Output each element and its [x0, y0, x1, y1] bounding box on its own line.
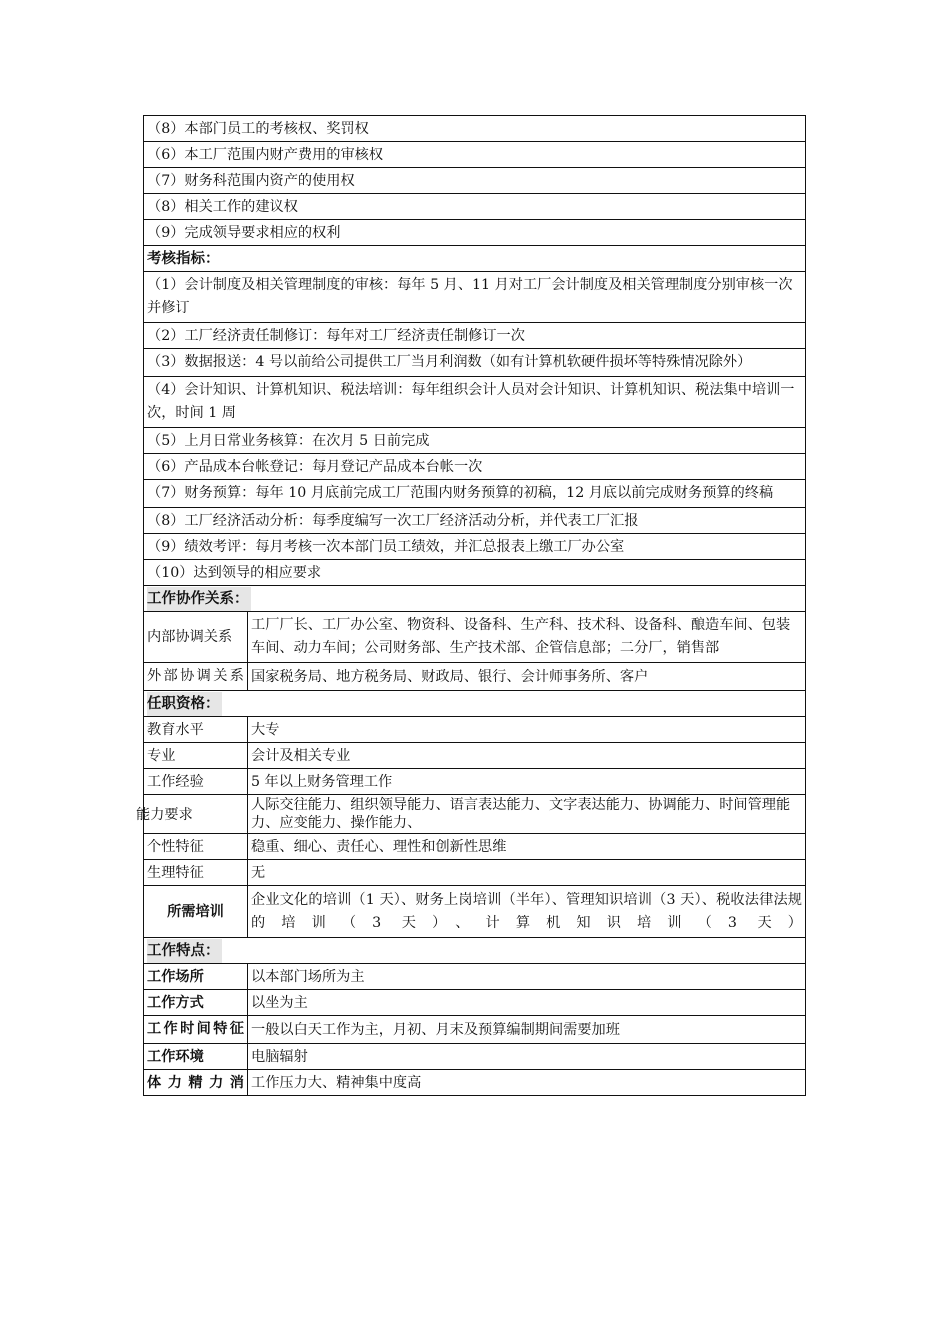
- qualification-label: 能力要求: [136, 795, 248, 833]
- kpi-item: （7）财务预算：每年 10 月底前完成工厂范围内财务预算的初稿，12 月底以前完成财务预算的终稿: [147, 485, 774, 501]
- kpi-item: （6）产品成本台帐登记：每月登记产品成本台帐一次: [147, 459, 483, 475]
- kpi-item: （1）会计制度及相关管理制度的审核：每年 5 月、11 月对工厂会计制度及相关管理制度分别审核一次并修订: [147, 277, 793, 316]
- kpi-row: [143, 533, 806, 559]
- kpi-item: （5）上月日常业务核算：在次月 5 日前完成: [147, 433, 430, 449]
- feature-row: [143, 1043, 806, 1069]
- qualification-label: 个性特征: [144, 834, 248, 859]
- feature-value: 以本部门场所为主: [251, 969, 365, 985]
- feature-label: 工作方式: [144, 990, 248, 1015]
- kpi-row: [143, 453, 806, 479]
- qualification-value: 人际交往能力、组织领导能力、语言表达能力、文字表达能力、协调能力、时间管理能力、应变能力、操作能力、: [251, 797, 791, 831]
- kpi-row: [143, 427, 806, 453]
- external-coordination-value: 国家税务局、地方税务局、财政局、银行、会计师事务所、客户: [251, 669, 649, 685]
- qualification-value: 会计及相关专业: [251, 748, 351, 764]
- qualification-heading-row: [143, 690, 806, 716]
- qualification-label: 生理特征: [144, 860, 248, 885]
- qualification-row: [143, 742, 806, 768]
- feature-row: [143, 1069, 806, 1096]
- qualification-label: 教育水平: [144, 717, 248, 742]
- training-label: 所需培训: [144, 886, 248, 937]
- qualification-value: 5 年以上财务管理工作: [251, 774, 393, 790]
- feature-value: 一般以白天工作为主，月初、月末及预算编制期间需要加班: [251, 1022, 620, 1038]
- kpi-row: [143, 479, 806, 507]
- rights-item: （9）完成领导要求相应的权利: [147, 225, 341, 241]
- rights-item: （6）本工厂范围内财产费用的审核权: [147, 147, 384, 163]
- rights-row: [143, 193, 806, 219]
- feature-label: 工作时间特征: [144, 1016, 248, 1043]
- feature-label: 体力精力消: [144, 1070, 248, 1095]
- feature-row: [143, 989, 806, 1015]
- kpi-heading-row: [143, 245, 806, 271]
- rights-item: （7）财务科范围内资产的使用权: [147, 173, 355, 189]
- kpi-heading: 考核指标：: [147, 251, 220, 267]
- rights-row: [143, 115, 806, 141]
- feature-label: 工作场所: [144, 964, 248, 989]
- kpi-item: （10）达到领导的相应要求: [147, 565, 322, 581]
- qualification-row: [136, 794, 806, 833]
- rights-item: （8）本部门员工的考核权、奖罚权: [147, 121, 369, 137]
- training-value: 企业文化的培训（1 天）、财务上岗培训（半年）、管理知识培训（3 天）、税收法律法规的培训（3 天）、计算机知识培训（3 天）: [251, 892, 802, 931]
- rights-row: [143, 219, 806, 245]
- qualification-row: [143, 833, 806, 859]
- kpi-row: [143, 348, 806, 376]
- kpi-row: [143, 559, 806, 585]
- external-coordination-row: [143, 662, 806, 690]
- kpi-row: [143, 376, 806, 427]
- kpi-row: [143, 322, 806, 348]
- rights-item: （8）相关工作的建议权: [147, 199, 298, 215]
- feature-value: 以坐为主: [251, 995, 308, 1011]
- feature-value: 工作压力大、精神集中度高: [251, 1075, 422, 1091]
- qualification-value: 无: [251, 865, 266, 881]
- external-coordination-label: 外部协调关系: [144, 663, 248, 690]
- kpi-item: （4）会计知识、计算机知识、税法培训：每年组织会计人员对会计知识、计算机知识、税法集中培训一次，时间 1 周: [147, 382, 795, 421]
- kpi-row: [143, 271, 806, 322]
- feature-label: 工作环境: [144, 1044, 248, 1069]
- qualification-row: [143, 859, 806, 885]
- cooperation-heading: 工作协作关系：: [147, 587, 251, 611]
- features-heading: 工作特点：: [147, 939, 222, 963]
- internal-coordination-row: [143, 611, 806, 662]
- job-description-table: [136, 115, 806, 1096]
- kpi-item: （3）数据报送：4 号以前给公司提供工厂当月利润数（如有计算机软硬件损坏等特殊情况除外）: [147, 354, 752, 370]
- internal-coordination-label: 内部协调关系: [144, 612, 248, 662]
- qualification-row: [143, 768, 806, 794]
- kpi-item: （8）工厂经济活动分析：每季度编写一次工厂经济活动分析，并代表工厂汇报: [147, 513, 639, 529]
- qualification-heading: 任职资格：: [147, 692, 222, 716]
- training-row: [143, 885, 806, 937]
- feature-value: 电脑辐射: [251, 1049, 308, 1065]
- rights-row: [143, 167, 806, 193]
- qualification-row: [143, 716, 806, 742]
- feature-row: [143, 963, 806, 989]
- rights-row: [143, 141, 806, 167]
- cooperation-heading-row: [143, 585, 806, 611]
- features-heading-row: [143, 937, 806, 963]
- qualification-value: 大专: [251, 722, 280, 738]
- internal-coordination-value: 工厂厂长、工厂办公室、物资科、设备科、生产科、技术科、设备科、酿造车间、包装车间、动力车间；公司财务部、生产技术部、企管信息部；二分厂，销售部: [251, 617, 791, 656]
- kpi-item: （2）工厂经济责任制修订：每年对工厂经济责任制修订一次: [147, 328, 525, 344]
- qualification-label: 专业: [144, 743, 248, 768]
- qualification-label: 工作经验: [144, 769, 248, 794]
- qualification-value: 稳重、细心、责任心、理性和创新性思维: [251, 839, 507, 855]
- kpi-item: （9）绩效考评：每月考核一次本部门员工绩效，并汇总报表上缴工厂办公室: [147, 539, 625, 555]
- feature-row: [143, 1015, 806, 1043]
- kpi-row: [143, 507, 806, 533]
